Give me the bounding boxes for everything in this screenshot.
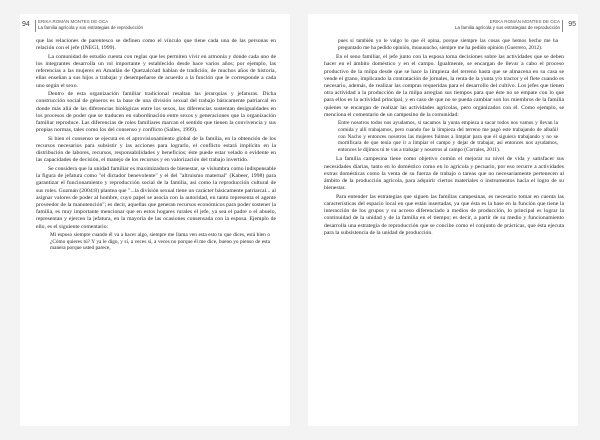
running-title: La familia agrícola y sus estrategias de reproducción bbox=[454, 24, 560, 30]
running-header bbox=[38, 19, 143, 30]
page-body bbox=[324, 38, 564, 420]
block-quote: pues sí también yo le valgo lo que él opina, porque siempre las cosas que hemos hecho me ha preguntado me ha pedido opinión, muuuuucho, siempre me ha pedido opinión (Guerrero, 2012). bbox=[338, 38, 558, 51]
page-body bbox=[36, 38, 276, 420]
running-author: ERIKA ROMÁN MONTES DE OCA bbox=[489, 19, 560, 24]
right-page bbox=[308, 14, 578, 426]
running-title: La familia agrícola y sus estrategias de reproducción bbox=[38, 24, 144, 30]
left-page bbox=[20, 14, 290, 426]
paragraph: Si bien el consenso se ejecuta en el aprovisionamiento global de la familia, en la obtención de los recursos necesarios para subsistir y las acciones para lograrlo, el conflicto estará implícito en la distribución de labores, recursos, responsabilidades y beneficios; éste puede estar velado o evidente en las capacidades de decisión, el manejo de los recursos y en valorización del trabajo invertido. bbox=[36, 135, 276, 164]
paragraph: Se considera que la unidad familiar es maximizadora de bienestar, se vislumbra como indispensable la figura de jefatura como "el dictador benevolente" y el del "altruismo maternal" (Kabeer, 1998) para garantizar el funcionamiento y reproducción social de la familia, así como la reproducción cultural de sus roles. Guzmán (2004:8) plantea que "...la división sexual tiene un carácter básicamente patriarcal... al asignar valores de poder al hombre, cuyo papel se asocia con la autoridad, en tanto representa el agente proveedor de la manutención"; es decir, aquellas que generan recursos económicos para poder sostener la familia, es muy importante mencionar que en estos hogares rurales el jefe, ya sea el padre o el abuelo, representan y ejercen la jefatura, en la mayoría de las ocasiones consensada con la esposa. Ejemplo de ello, es el siguiente comentario: bbox=[36, 166, 276, 230]
paragraph: Dentro de esta organización familiar tradicional resaltan las jerarquías y jefaturas. Dicha construcción social de géneros es la base de una división sexual del trabajo básicamente patriarcal en donde más allá de las diferencias biológicas entre los sexos, las diferencias sustentan desigualdades en los procesos de poder que se traducen en subordinación entre sexos y generaciones que la organización familiar reproduce. Las diferencias de roles familiares marcan el sentido que tienen la convivencia y sus propias normas, tales como los del consenso y conflicto (Salles, 1999). bbox=[36, 91, 276, 134]
running-header bbox=[455, 19, 560, 30]
header-divider bbox=[35, 20, 36, 32]
paragraph: que las relaciones de parentesco se definen como el vínculo que tiene cada una de las personas en relación con el jefe (INEGI, 1999). bbox=[36, 38, 276, 52]
page-number: 94 bbox=[22, 21, 30, 28]
paragraph: Para entender las estrategias que siguen las familias campesinas, es necesario tomar en cuenta las características del espacio local en que están insertadas, ya que ésta es la base en la función que tiene la interacción de los grupos y su acceso diferenciado a medios de producción, lo principal es lograr la continuidad de la unidad y de la familia en el tiempo; es decir, a partir de su medio y funcionamiento desarrolla una estrategia de reproducción que se concibe como el conjunto de prácticas, que ésta ejecuta para la subsistencia de la unidad de producción. bbox=[324, 193, 564, 236]
paragraph: La comunidad de estudio cuenta con reglas que les permiten vivir en armonía y donde cada uno de los integrantes desarrolla un rol importante y establecido desde hace varios años; por ejemplo, las referencias a las mujeres en Amatlán de Quetzalcóatl hablan de tradición, de muchos años de historia, ellas enseñan a sus hijos a trabajar y desempeñarse de acuerdo a la función que le corresponde a cada uno según el sexo. bbox=[36, 53, 276, 89]
paragraph: La familia campesina tiene como objetivo común el mejorar su nivel de vida y satisfacer sus necesidades diarias, tanto en lo doméstico como en lo agrícola y pecuario, por eso recurre a actividades extras domésticas como la venta de su fuerza de trabajo o tareas que no necesariamente pertenecen al ámbito de la producción agrícola, para adquirir ciertos materiales o instrumentos hacia el logro de su bienestar. bbox=[324, 156, 564, 192]
page-number: 95 bbox=[568, 21, 576, 28]
paragraph: En el seno familiar, el jefe junto con la esposa toma decisiones sobre las actividades que se deben hacer en el ámbito doméstico y en el campo. Igualmente, se encargan de llevar a cabo el proceso productivo de la milpa desde que se hace la limpieza del terreno hasta que se almacena en su casa se vende el grano, implicando la contratación de jornales, la renta de la yunta y/o tractor y el flete cuando es necesario, además, de realizar las compras requeridas para el desarrollo del cultivo. Los jefes que tienen otra actividad a la producción de la milpa arreglan sus tiempos para que éste no se empate con lo que para ellos es la actividad principal, y en caso de que no se pueda cambiar son los miembros de la familia quienes se encargan de realizar las actividades agrícolas, pero organizados con él. Como ejemplo, se menciona el comentario de un campesino de la comunidad: bbox=[324, 54, 564, 118]
block-quote: Entre nosotros todos nos ayudamos, si sacamos la yunta empieza a sacar todos nos vamos y llevan la comida y allí trabajamos, pero cuando fue la limpieza del terreno me pagó este trabajando de albañil con Nacho y entonces nosotros las mujeres fuimos a limpiar para que él siguiera trabajando y no se mortificara de que tenía que ir a limpiar el campo y dejar de trabajar, así entonces nos ayudamos, entonces le dijimos tú te vas a trabajar y nosotros al campo (Corrales, 2011). bbox=[338, 120, 558, 153]
header-divider bbox=[562, 20, 563, 32]
running-author: ERIKA ROMÁN MONTES DE OCA bbox=[38, 19, 109, 24]
block-quote: Mi esposo siempre cuando él va a hacer algo, siempre me llama ven esta esto tu que dices, está bien o ¿Cómo quieres tú? Y ya le digo, y sí, a veces sí, a veces no porque él me dice, bueno yo pienso de esta manera porque usted parece, bbox=[50, 232, 270, 252]
